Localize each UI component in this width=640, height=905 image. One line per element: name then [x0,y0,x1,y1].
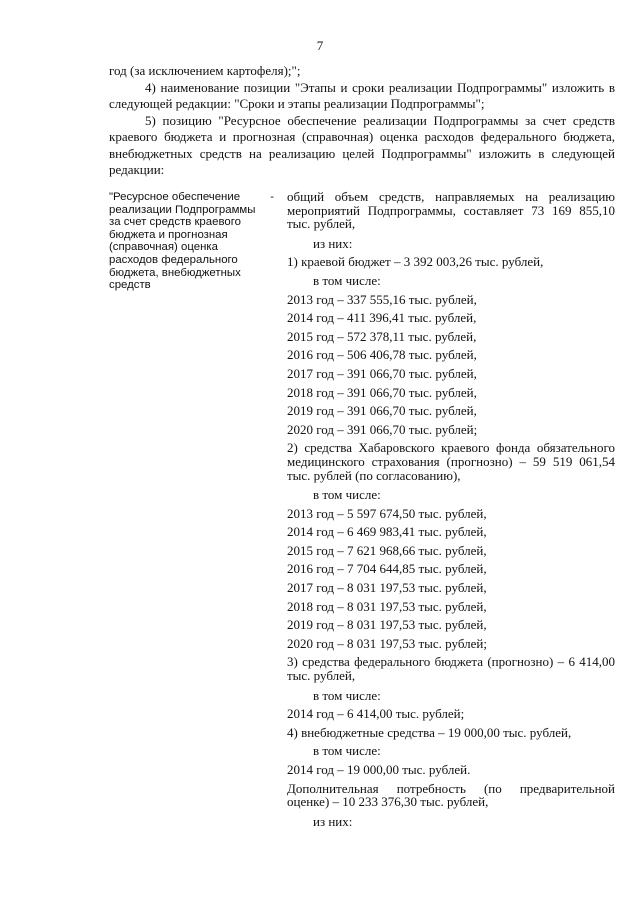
including-label: в том числе: [313,487,381,503]
regional-year-row: 2015 год – 572 378,11 тыс. рублей, [287,328,477,344]
fund-year-row: 2018 год – 8 031 197,53 тыс. рублей, [287,598,487,614]
funding-details [287,188,615,831]
regional-budget-title: 1) краевой бюджет – 3 392 003,26 тыс. рублей, [287,254,544,270]
including-label: в том числе: [313,687,381,703]
position-name: "Ресурсное обеспечение реализации Подпрограммы за счет средств краевого бюджета и прогнозная (справочная) оценка расходов федерального бюджета, внебюджетных средств [109,191,256,292]
insurance-fund-title: 2) средства Хабаровского краевого фонда обязательного медицинского страхования (прогнозно) – 59 519 061,54 тыс. рублей (по согласованию), [287,440,615,483]
of-them-label: из них: [313,235,353,251]
additional-need: Дополнительная потребность (по предварительной оценке) – 10 233 376,30 тыс. рублей, [287,780,615,810]
fund-year-row: 2020 год – 8 031 197,53 тыс. рублей; [287,635,487,651]
fund-year-row: 2017 год – 8 031 197,53 тыс. рублей, [287,580,487,596]
regional-year-row: 2014 год – 411 396,41 тыс. рублей, [287,310,477,326]
fund-year-row: 2013 год – 5 597 674,50 тыс. рублей, [287,505,487,521]
regional-year-row: 2019 год – 391 066,70 тыс. рублей, [287,403,477,419]
regional-year-row: 2013 год – 337 555,16 тыс. рублей, [287,291,477,307]
regional-year-row: 2020 год – 391 066,70 тыс. рублей; [287,421,478,437]
fund-year-row: 2016 год – 7 704 644,85 тыс. рублей, [287,561,487,577]
including-label: в том числе: [313,743,381,759]
extra-budget-title: 4) внебюджетные средства – 19 000,00 тыс. рублей, [287,724,572,740]
fund-year-row: 2015 год – 7 621 968,66 тыс. рублей, [287,542,487,558]
including-label: в том числе: [313,272,381,288]
extra-year-row: 2014 год – 19 000,00 тыс. рублей. [287,762,471,777]
federal-budget-title: 3) средства федерального бюджета (прогнозно) – 6 414,00 тыс. рублей, [287,654,615,684]
position-dash: - [270,191,274,203]
federal-year-row: 2014 год – 6 414,00 тыс. рублей; [287,706,465,722]
of-them-label-2: из них: [313,813,353,829]
intro-item-4: 4) наименование позиции "Этапы и сроки реализации Подпрограммы" изложить в следующей редакции: "Сроки и этапы реализации Подпрограммы"; [109,79,615,111]
regional-year-row: 2016 год – 506 406,78 тыс. рублей, [287,347,477,363]
intro-line-1: год (за исключением картофеля);"; [109,63,301,78]
fund-year-row: 2019 год – 8 031 197,53 тыс. рублей, [287,617,487,633]
fund-year-row: 2014 год – 6 469 983,41 тыс. рублей, [287,524,487,540]
intro-text [109,63,615,179]
regional-year-row: 2017 год – 391 066,70 тыс. рублей, [287,365,477,381]
total-funding: общий объем средств, направляемых на реализацию мероприятий Подпрограммы, составляет 73 169 855,10 тыс. рублей, [287,189,615,232]
position-name-cell [109,191,274,292]
regional-year-row: 2018 год – 391 066,70 тыс. рублей, [287,384,477,400]
page-number: 7 [316,38,324,53]
intro-item-5: 5) позицию "Ресурсное обеспечение реализации Подпрограммы за счет средств краевого бюджета и прогнозная (справочная) оценка расходов федерального бюджета, внебюджетных средств на реализацию целей Подпрограммы" изложить в следующей редакции: [109,112,615,177]
